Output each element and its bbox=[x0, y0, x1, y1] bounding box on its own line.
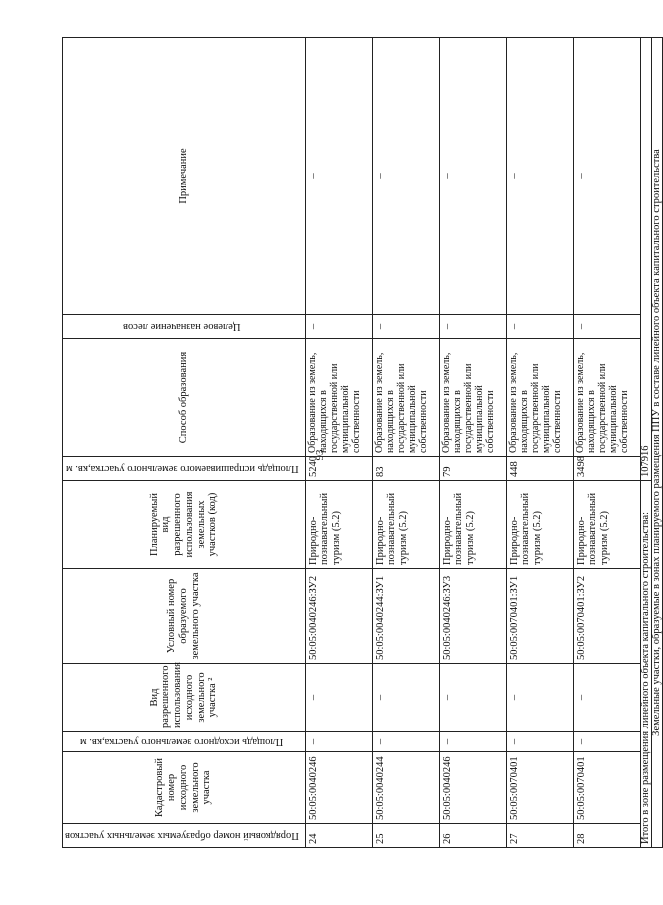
cell-note: – bbox=[372, 38, 439, 315]
total-label: Итого в зоне размещения линейного объекта капитального строительства: bbox=[640, 481, 651, 848]
cell-source-area: – bbox=[573, 732, 640, 752]
cell-conditional-number: 50:05:0070401:ЗУ2 bbox=[573, 569, 640, 664]
table-row bbox=[506, 38, 573, 848]
cell-plot-number: 26 bbox=[439, 824, 506, 848]
cell-planned-use: Природно-познавательный туризм (5.2) bbox=[372, 481, 439, 569]
header-source-area: Площадь исходного земельного участка,кв. м bbox=[63, 732, 306, 752]
cell-conditional-number: 50:05:0040244:ЗУ1 bbox=[372, 569, 439, 664]
cell-cadastral-number: 50:05:0070401 bbox=[573, 752, 640, 824]
cell-formation-method: Образование из земель, находящихся в государственной или муниципальной собственности bbox=[372, 339, 439, 457]
cell-plot-number: 24 bbox=[305, 824, 372, 848]
table-header-row bbox=[63, 38, 306, 848]
cell-conditional-number: 50:05:0040246:ЗУ3 bbox=[439, 569, 506, 664]
header-planned-use: Планируемый вид разрешенного использования земельных участков (код) bbox=[63, 481, 306, 569]
header-conditional-number: Условный номер образуемого земельного участка bbox=[63, 569, 306, 664]
cell-source-area: – bbox=[305, 732, 372, 752]
header-source-use: Вид разрешенного использования исходного земельного участка ² bbox=[63, 664, 306, 732]
cell-source-use: – bbox=[439, 664, 506, 732]
cell-note: – bbox=[506, 38, 573, 315]
table-row bbox=[439, 38, 506, 848]
cell-conditional-number: 50:05:0070401:ЗУ1 bbox=[506, 569, 573, 664]
cell-source-use: – bbox=[506, 664, 573, 732]
header-cadastral-number: Кадастровый номер исходного земельного участка bbox=[63, 752, 306, 824]
header-requested-area: Площадь испрашиваемого земельного участка,кв. м bbox=[63, 457, 306, 481]
cell-plot-number: 27 bbox=[506, 824, 573, 848]
cell-cadastral-number: 50:05:0040246 bbox=[305, 752, 372, 824]
cell-conditional-number: 50:05:0040246:ЗУ2 bbox=[305, 569, 372, 664]
cell-source-use: – bbox=[305, 664, 372, 732]
cell-cadastral-number: 50:05:0040246 bbox=[439, 752, 506, 824]
cell-requested-area: 448 bbox=[506, 457, 573, 481]
page-number: 93 bbox=[314, 449, 326, 461]
cell-plot-number: 25 bbox=[372, 824, 439, 848]
section-heading: Земельные участки, образуемые в зонах планируемого размещения ППУ в составе линейного объекта капитального строительства bbox=[651, 38, 662, 848]
cell-planned-use: Природно-познавательный туризм (5.2) bbox=[506, 481, 573, 569]
cell-forest-purpose: – bbox=[573, 315, 640, 339]
total-value: 107916 bbox=[640, 38, 651, 481]
table-row bbox=[372, 38, 439, 848]
land-plots-table bbox=[62, 37, 663, 848]
header-forest-purpose: Целевое назначение лесов bbox=[63, 315, 306, 339]
cell-requested-area: 5240 bbox=[305, 457, 372, 481]
table-row bbox=[305, 38, 372, 848]
cell-note: – bbox=[305, 38, 372, 315]
cell-source-use: – bbox=[573, 664, 640, 732]
cell-forest-purpose: – bbox=[439, 315, 506, 339]
cell-requested-area: 79 bbox=[439, 457, 506, 481]
cell-source-area: – bbox=[439, 732, 506, 752]
cell-formation-method: Образование из земель, находящихся в государственной или муниципальной собственности bbox=[305, 339, 372, 457]
cell-note: – bbox=[439, 38, 506, 315]
cell-planned-use: Природно-познавательный туризм (5.2) bbox=[439, 481, 506, 569]
cell-requested-area: 83 bbox=[372, 457, 439, 481]
cell-source-use: – bbox=[372, 664, 439, 732]
cell-cadastral-number: 50:05:0040244 bbox=[372, 752, 439, 824]
rotated-table-region bbox=[62, 38, 662, 848]
cell-formation-method: Образование из земель, находящихся в государственной или муниципальной собственности bbox=[506, 339, 573, 457]
cell-requested-area: 3498 bbox=[573, 457, 640, 481]
total-row bbox=[640, 38, 651, 848]
cell-note: – bbox=[573, 38, 640, 315]
cell-source-area: – bbox=[372, 732, 439, 752]
table-row bbox=[573, 38, 640, 848]
header-note: Примечание bbox=[63, 38, 306, 315]
cell-formation-method: Образование из земель, находящихся в государственной или муниципальной собственности bbox=[439, 339, 506, 457]
header-plot-number: Порядковый номер образуемых земельных участков bbox=[63, 824, 306, 848]
cell-forest-purpose: – bbox=[506, 315, 573, 339]
section-heading-row bbox=[651, 38, 662, 848]
header-formation-method: Способ образования bbox=[63, 339, 306, 457]
cell-plot-number: 28 bbox=[573, 824, 640, 848]
cell-forest-purpose: – bbox=[372, 315, 439, 339]
cell-planned-use: Природно-познавательный туризм (5.2) bbox=[573, 481, 640, 569]
cell-forest-purpose: – bbox=[305, 315, 372, 339]
cell-cadastral-number: 50:05:0070401 bbox=[506, 752, 573, 824]
cell-source-area: – bbox=[506, 732, 573, 752]
cell-formation-method: Образование из земель, находящихся в государственной или муниципальной собственности bbox=[573, 339, 640, 457]
cell-planned-use: Природно-познавательный туризм (5.2) bbox=[305, 481, 372, 569]
